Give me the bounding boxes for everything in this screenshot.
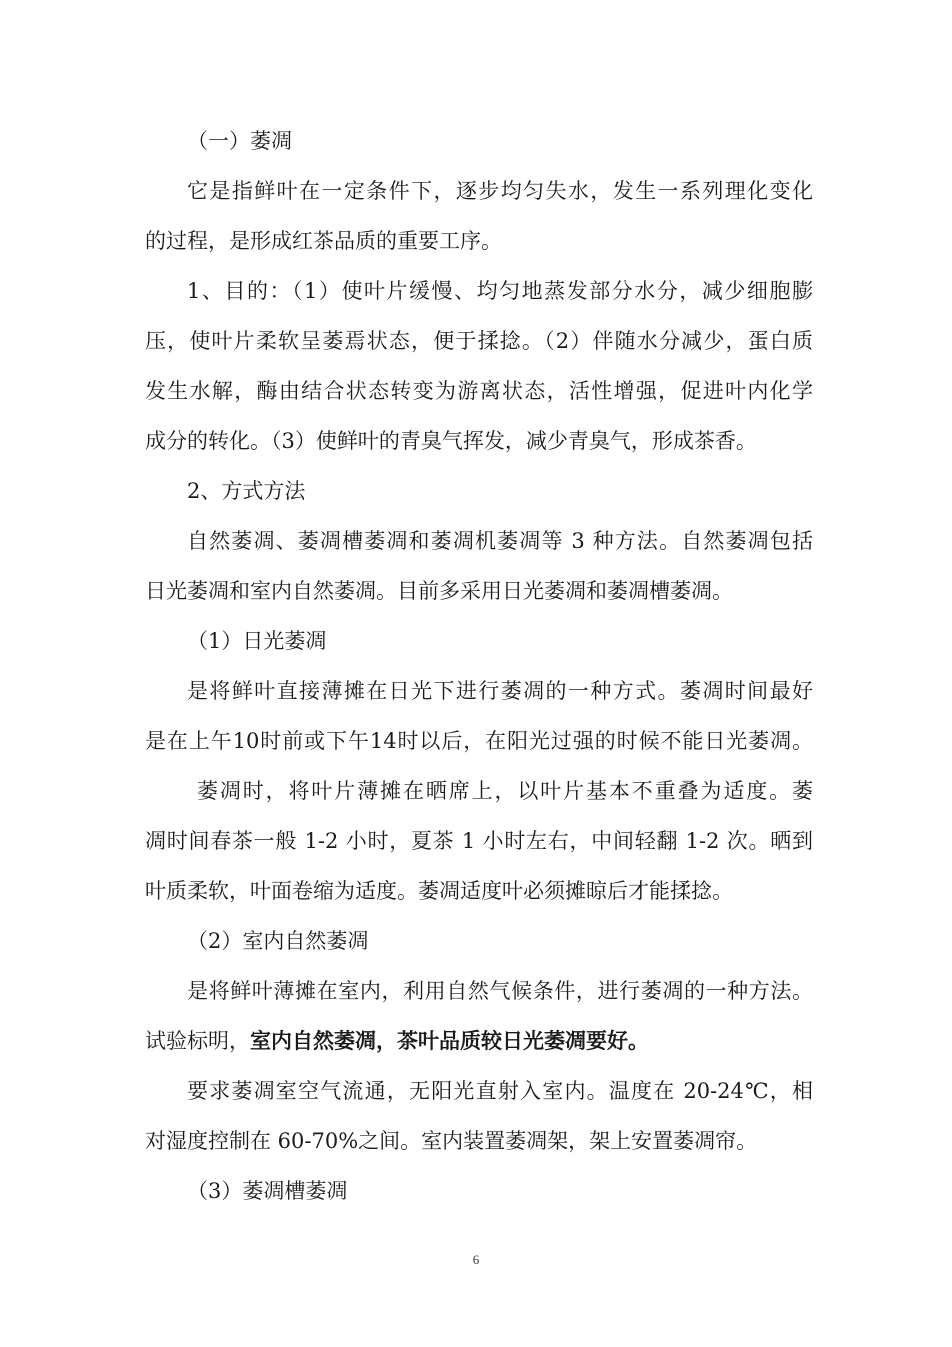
subheading-trough-withering: （3）萎凋槽萎凋 (187, 1179, 348, 1203)
paragraph-sun-detail-line-2: 凋时间春茶一般 1-2 小时，夏茶 1 小时左右，中间轻翻 1-2 次。晒到 (145, 829, 813, 853)
subheading-indoor-withering: （2）室内自然萎凋 (187, 929, 369, 953)
paragraph-indoor-line-2 (145, 1016, 813, 1066)
paragraph-indoor-emphasis: 室内自然萎凋，茶叶品质较日光萎凋要好。 (250, 1029, 649, 1053)
section-heading-withering: （一）萎凋 (187, 129, 292, 153)
paragraph-indoor-line-1: 是将鲜叶薄摊在室内，利用自然气候条件，进行萎凋的一种方法。 (187, 979, 813, 1003)
paragraph-purpose-line-4: 成分的转化。（3）使鲜叶的青臭气挥发，减少青臭气，形成茶香。 (145, 429, 757, 453)
paragraph-methods-line-2: 日光萎凋和室内自然萎凋。目前多采用日光萎凋和萎凋槽萎凋。 (145, 579, 733, 603)
paragraph-sun-line-1: 是将鲜叶直接薄摊在日光下进行萎凋的一种方式。萎凋时间最好 (187, 679, 813, 703)
paragraph-purpose-line-3: 发生水解，酶由结合状态转变为游离状态，活性增强，促进叶内化学 (145, 379, 813, 403)
paragraph-definition-line-1: 它是指鲜叶在一定条件下，逐步均匀失水，发生一系列理化变化 (187, 179, 813, 203)
subheading-sun-withering: （1）日光萎凋 (187, 629, 327, 653)
paragraph-purpose-line-1: 1、目的：（1）使叶片缓慢、均匀地蒸发部分水分，减少细胞膨 (187, 279, 813, 303)
paragraph-indoor-requirements-line-2: 对湿度控制在 60-70%之间。室内装置萎凋架，架上安置萎凋帘。 (145, 1129, 758, 1153)
document-body (145, 116, 813, 1216)
paragraph-sun-detail-line-3: 叶质柔软，叶面卷缩为适度。萎凋适度叶必须摊晾后才能揉捻。 (145, 879, 733, 903)
paragraph-indoor-requirements-line-1: 要求萎凋室空气流通，无阳光直射入室内。温度在 20-24℃，相 (187, 1079, 813, 1103)
paragraph-methods-line-1: 自然萎凋、萎凋槽萎凋和萎凋机萎凋等 3 种方法。自然萎凋包括 (187, 529, 813, 553)
paragraph-purpose-line-2: 压，使叶片柔软呈萎焉状态，便于揉捻。（2）伴随水分减少，蛋白质 (145, 329, 813, 353)
paragraph-definition-line-2: 的过程，是形成红茶品质的重要工序。 (145, 229, 502, 253)
paragraph-indoor-text: 试验标明， (145, 1029, 250, 1053)
section-heading-methods: 2、方式方法 (187, 479, 306, 503)
paragraph-sun-detail-line-1: 萎凋时，将叶片薄摊在晒席上，以叶片基本不重叠为适度。萎 (197, 779, 813, 803)
page-number: 6 (472, 1252, 480, 1267)
paragraph-sun-line-2: 是在上午10时前或下午14时以后，在阳光过强的时候不能日光萎凋。 (145, 729, 813, 753)
